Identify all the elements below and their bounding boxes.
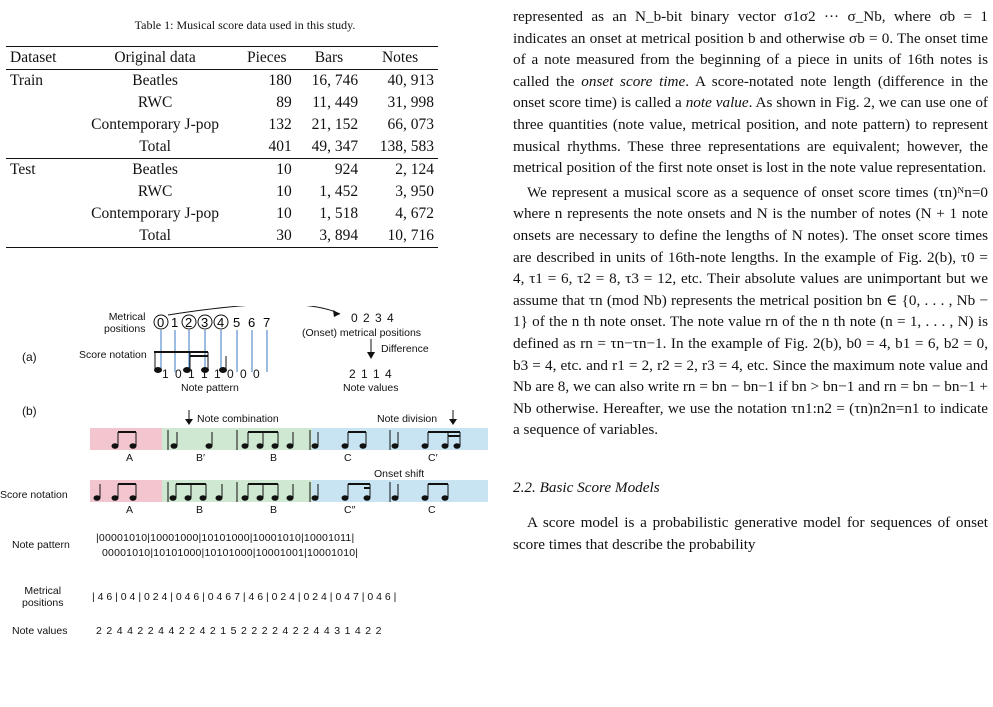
position-1: 1 [171, 315, 179, 330]
table-cell: 1, 518 [319, 205, 359, 222]
table-cell: 89 [276, 94, 292, 111]
note-pattern-digits: 1 0 1 1 1 0 0 0 [162, 367, 262, 381]
dataset-label: Test [6, 159, 72, 182]
table-cell: 30 [238, 225, 296, 248]
onset-shift-label: Onset shift [374, 468, 425, 480]
note-pattern-row1: |00001010|10001000|10101000|10001010|10001011| [96, 532, 355, 544]
table-cell: Contemporary J-pop [91, 116, 219, 133]
table-cell: 49, 347 [311, 138, 359, 155]
segment-letter: B [196, 504, 204, 516]
difference-label: Difference [381, 343, 429, 355]
note-values-row: 2 2 4 4 2 2 4 4 2 2 4 2 1 5 2 2 2 2 4 2 2 4 4 3 1 4 2 2 [96, 625, 383, 637]
metrical-positions-label: Metrical positions [104, 311, 146, 335]
position-5: 5 [233, 315, 241, 330]
segment-letter: C [428, 504, 436, 516]
segment-blue [312, 428, 488, 450]
note-pattern-label: Note pattern [12, 539, 70, 551]
note-division-label: Note division [377, 413, 438, 425]
down-arrow-icon [184, 410, 194, 426]
table-cell: 3, 950 [395, 183, 434, 200]
position-0: 0 [157, 315, 165, 330]
figure-a-label: (a) [22, 350, 37, 364]
down-arrow-icon [366, 339, 376, 361]
table-cell: RWC [137, 183, 173, 200]
dataset-label: Train [6, 70, 72, 93]
note-values-label: Note values [343, 382, 399, 394]
table-cell: 924 [296, 159, 362, 182]
table-cell: 3, 894 [296, 225, 362, 248]
note-pattern-row2: 00001010|10101000|10101000|10001001|10001010| [102, 547, 359, 559]
position-7: 7 [263, 315, 271, 330]
segment-letter: A [126, 452, 134, 464]
segment-letter: C″ [344, 504, 356, 516]
position-3: 3 [201, 315, 209, 330]
metrical-positions-label: Metrical positions [22, 585, 64, 609]
table-cell: 11, 449 [312, 94, 359, 111]
note-values-digits: 2 1 1 4 [349, 367, 393, 381]
segment-letter: C [344, 452, 352, 464]
table-cell: Total [72, 225, 237, 248]
table-cell: 10 [276, 183, 292, 200]
table-cell: Beatles [72, 159, 237, 182]
onset-positions: 0 2 3 4 [351, 311, 395, 325]
table-cell: 66, 073 [387, 116, 434, 133]
segment-blue [312, 480, 488, 502]
table-cell: 21, 152 [311, 116, 359, 133]
note-values-label: Note values [12, 625, 68, 637]
table-cell: Total [139, 138, 171, 155]
segment-letter: B [270, 452, 278, 464]
section-heading: 2.2. Basic Score Models [513, 478, 660, 496]
table-cell: 10, 716 [362, 225, 438, 248]
table-cell: 40, 913 [362, 70, 438, 93]
table-cell: 401 [268, 138, 292, 155]
paragraph: We represent a musical score as a sequence of onset score times (τn)ᴺn=0 where n represents the note onsets and N is the number of notes (N + 1 note onsets are necessary to define the lengths of N notes). The onset score times are described in units of 16th-note lengths. In the example of Fig. 2(b), τ0 = 4, τ1 = 6, τ2 = 8, τ3 = 12, etc. Their absolute values are unimportant but we assume that τn (mod Nb) represents the metrical position bn ∈ {0, . . . , Nb − 1} of the n th note onset. The note value rn of the n th note (n = 1, . . . , N) is defined as rn = τn−τn−1. In the example of Fig. 2(b), b0 = 4, b1 = 6, b2 = 0, b3 = 4, etc. and r1 = 2, r2 = 2, r3 = 4, etc. Since the maximum note value and Nb are 8, we can also write rn = bn − bn−1 if bn > bn−1 and rn = bn − bn−1 + Nb otherwise. Hereafter, we use the notation τn1:n2 = (τn)n2n=n1 to indicate a sequence of variables. [513, 183, 988, 439]
table-cell: 180 [238, 70, 296, 93]
score-notation-label: Score notation [79, 349, 147, 361]
col-header: Original data [72, 47, 237, 70]
down-arrow-icon [448, 410, 458, 426]
table-caption: Table 1: Musical score data used in this study. [134, 18, 356, 32]
table-cell: 10 [238, 159, 296, 182]
score-data-table [6, 46, 438, 248]
score-rows-graphic [90, 428, 490, 538]
figure-b-label: (b) [22, 404, 37, 418]
table-cell: 132 [268, 116, 292, 133]
onset-positions-label: (Onset) metrical positions [302, 327, 422, 339]
table-cell: 138, 583 [379, 138, 434, 155]
segment-letter: B′ [196, 452, 205, 464]
paragraph: A score model is a probabilistic generative model for sequences of onset score times that describe the probability [513, 514, 988, 554]
col-header: Notes [362, 47, 438, 70]
position-2: 2 [185, 315, 193, 330]
table-cell: 2, 124 [362, 159, 438, 182]
col-header: Bars [296, 47, 362, 70]
table-cell: 4, 672 [395, 205, 434, 222]
table-cell: Beatles [72, 70, 237, 93]
col-header: Dataset [6, 47, 72, 70]
segment-letter: B [270, 504, 278, 516]
table-cell: 10 [276, 205, 292, 222]
table-cell: 16, 746 [296, 70, 362, 93]
paragraph: represented as an N_b-bit binary vector σ1σ2 ··· σ_Nb, where σb = 1 indicates an onset at metrical position b and otherwise σb = 0. The onset time of a note measured from the beginning of a piece in units of 16th notes is called the onset score time. A score-notated note length (difference in the onset score time) is called a note value. As shown in Fig. 2, we can use one of three quantities (note value, metrical position, and note pattern) to represent musical rhythms. These three representations are equivalent; however, the metrical position of the first note onset is lost in the note value representation. [513, 8, 989, 177]
segment-letter: C′ [428, 452, 438, 464]
col-header: Pieces [238, 47, 296, 70]
table-cell: RWC [137, 94, 173, 111]
table-cell: Contemporary J-pop [91, 205, 219, 222]
score-notation-label: Score notation [0, 489, 68, 501]
position-6: 6 [248, 315, 256, 330]
note-pattern-label: Note pattern [181, 382, 239, 394]
left-column [0, 0, 490, 707]
table-cell: 31, 998 [387, 94, 434, 111]
segment-letter: A [126, 504, 134, 516]
table-cell: 1, 452 [319, 183, 359, 200]
position-4: 4 [217, 315, 225, 330]
metrical-positions-row: | 4 6 | 0 4 | 0 2 4 | 0 4 6 | 0 4 6 7 | 4 6 | 0 2 4 | 0 2 4 | 0 4 7 | 0 4 6 | [92, 591, 397, 603]
note-combination-label: Note combination [197, 413, 279, 425]
right-column [513, 0, 988, 707]
